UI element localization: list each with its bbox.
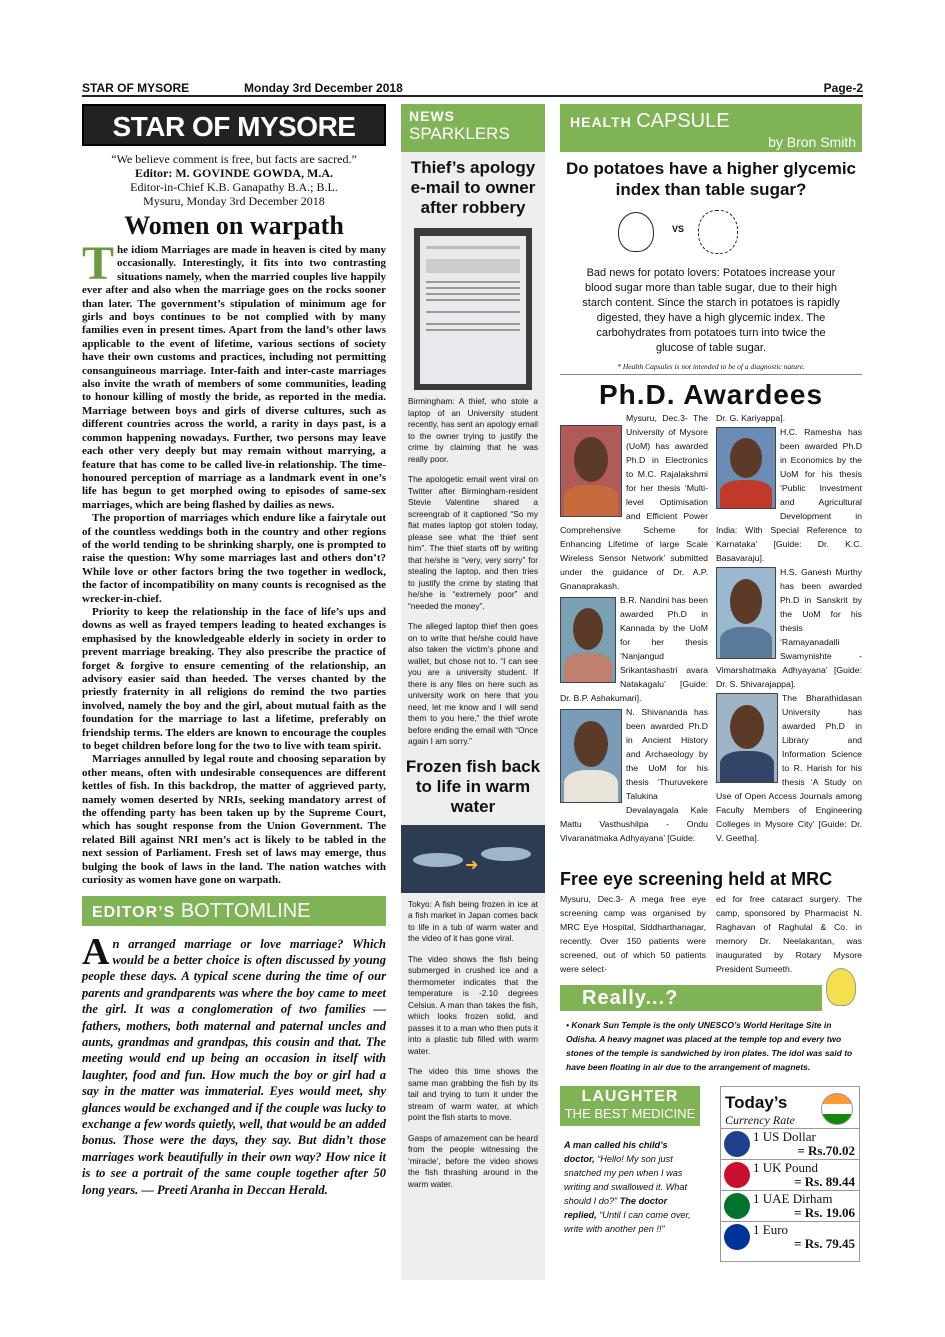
phone-screen: [420, 236, 526, 384]
joke-lead: A man called his child’s doctor,: [564, 1140, 668, 1164]
mrc-section: [560, 890, 862, 974]
rate-row: [721, 1191, 859, 1222]
photo-ramesha: [716, 427, 776, 509]
phd-para: N. Shivananda has been awarded Ph.D in Ancient History and Archaeology by the UoM for his thesis ‘Thuruvekere Talukina Devalayagala Kale Mattu Vasthushilpa - Ondu Vivaranatmaka Adhyayana’ [Guide:: [560, 707, 708, 843]
bottomline-body: [82, 930, 386, 1199]
header-page: Page-2: [823, 81, 863, 95]
rate-name: 1 UAE Dirham: [753, 1191, 833, 1206]
bottomline-text: n arranged marriage or love marriage? Which would be a better choice is often discussed by young people these days. A typical scene during the time of our parents and grandparents was where the boy came to meet the girl. It was a conglomeration of two families — fathers, mothers, both maternal and paternal uncles and aunts, grandmas and grandpas, this cousin and that. The meeting would end up being an occasion in itself with laughter, food and fun. How much the boy or girl had a say in the matter was immaterial. Eyes would meet, shy glances would be exchanged and if the couple was lucky to exchange a few words quietly, well, that would be an added bonus. Those were the days, they say. But didn’t those marriages work beautifully in their own way? How nice it is to see a portrait of the same couple together after 50 long years. — Preeti Aranha in Deccan Herald.: [82, 936, 386, 1197]
rate-value: = Rs.70.02: [797, 1143, 855, 1158]
bottomline-dropcap: A: [82, 930, 110, 973]
india-flag-icon: [821, 1093, 853, 1125]
editorial-para: Priority to keep the relationship in the face of life’s ups and downs as well as frayed tempers leading to heated exchanges is emphasised by the knowledgeable elderly in society in order to prevent marriage breaking. They also prescribe the practice of forget & forgive to ensure cementing of the relationship, an advisory easier said than heeded. The verses chanted by the priestly fraternity in all religions do remind the two parties involved, namely the boy and the girl, about mutual faith as the foundation for the marriage to last a lifetime, preferably on friendship terms. The elders are known to encourage the couples to beget children before long for the two to live with team spirit.: [82, 605, 386, 753]
story2-para: The video this time shows the same man grabbing the fish by its tail and trying to turn it under the stream of warm water, at which point the fish starts to move.: [408, 1066, 538, 1122]
lightbulb-icon: [826, 968, 856, 1006]
health-text: Bad news for potato lovers: Potatoes increase your blood sugar more than table sugar, due to their high starch content. Since the starch in potatoes is rapidly digested, they have a high glycemic index. The carbohydrates from potatoes turn into twice the glucose of table sugar.: [582, 267, 840, 354]
column-right: [560, 104, 862, 974]
phd-para: Mysuru, Dec.3- The University of Mysore (UoM) has awarded Ph.D in Electronics to M.C. Rajalakshmi for her thesis ‘Multi-level Optimisation and Efficient Power Comprehensive Scheme for Enhancing Lifetime of large Scale Wireless Sensor Network’ submitted under the guidance of Dr. A.P. Gnanaprakash.: [560, 413, 708, 591]
phd-para: Dr. G. Kariyappa].: [716, 413, 786, 423]
phd-para: B.R. Nandini has been awarded Ph.D in Kannada by the UoM for her thesis ‘Nanjangud Srikantashastri avara Natakagalu’ [Guide: Dr. B.P. Ashakumari].: [560, 595, 708, 703]
health-byline: by Bron Smith: [768, 134, 856, 150]
laughter-joke: [564, 1138, 698, 1236]
potato-illustration: [560, 206, 862, 258]
health-note: * Health Capsules is not intended to be of a diagnostic nature.: [560, 362, 862, 375]
joke-mid: The doctor replied,: [564, 1196, 668, 1220]
arrow-icon: ➜: [465, 854, 479, 874]
sparklers-band: [401, 104, 545, 152]
really-band: Really...?: [560, 985, 822, 1011]
vs-label: VS: [672, 224, 685, 234]
story2-para: Gasps of amazement can be heard from the people witnessing the ‘miracle’, before the video shows the fish thrashing around in the warm water.: [408, 1132, 538, 1189]
story2-para: Tokyo: A fish being frozen in ice at a fish market in Japan comes back to life in a tub of warm water and the video of it has gone viral.: [408, 898, 538, 943]
sparklers-band-b: SPARKLERS: [409, 124, 510, 143]
rate-row: [721, 1129, 859, 1160]
story1-para: The alleged laptop thief then goes on to write that he/she could have also taken the victim’s phone and wallet, but chose not to. “I can see you are a university student. If there is any files on here such as university work on here that you need, let me know and I will send them to you here,” the thief wrote before ending the email with “Once again I am sorry.”: [408, 621, 538, 746]
fish-shape: [413, 853, 463, 867]
photo-harish: [716, 693, 778, 783]
fish-photo: [401, 825, 545, 893]
bottomline-band-a: EDITOR’S: [92, 903, 176, 921]
photo-shivananda: [560, 709, 622, 803]
joke-answer: “Until I can come over, write with another pen !!”: [564, 1210, 691, 1234]
editorial-title: Women on warpath: [124, 211, 344, 240]
story2-headline: Frozen fish back to life in warm water: [405, 756, 541, 816]
header-paper: STAR OF MYSORE: [82, 81, 190, 95]
email-screenshot-photo: [414, 228, 532, 390]
story1-headline: Thief’s apology e-mail to owner after robbery: [410, 158, 536, 217]
health-question: Do potatoes have a higher glycemic index than table sugar?: [565, 159, 857, 199]
health-band: [560, 104, 862, 152]
story1-para: The apologetic email went viral on Twitter after Birmingham-resident Stevie Valentine shared a screengrab of it captioned “So my flat mates laptop got stolen today, please see what the thief sent him”. The thief starts off by writing that he/she is “very, very sorry” for stealing the laptop, and then tries to justify the crime by stating that he/she is “extremely poor” and “needed the money”.: [408, 474, 538, 611]
story2-para: The video shows the fish being submerged in crushed ice and a thermometer indicates that the temperature is -2.10 degrees Celsius. A man than takes the fish, which looks frozen solid, and passes it to a man who then puts it into a plastic tub filled with warm water.: [408, 953, 538, 1056]
phd-section: [560, 411, 862, 865]
uae-flag-icon: [724, 1193, 750, 1219]
rate-name: 1 Euro: [753, 1222, 789, 1237]
rate-title: Today’s: [725, 1093, 788, 1112]
column-editorial: [82, 104, 386, 1198]
rate-name: 1 UK Pound: [753, 1160, 819, 1175]
rate-heading: [721, 1087, 859, 1129]
rate-value: = Rs. 19.06: [794, 1205, 855, 1220]
masthead-editor: Editor: M. GOVINDE GOWDA, M.A.: [135, 166, 333, 180]
story1-para: Birmingham: A thief, who stole a laptop of an University student recently, has sent an apology email to the owner trying to justify the crime by claiming that he was really poor.: [408, 396, 538, 464]
phd-left-text: [560, 411, 708, 845]
masthead-logo: STAR OF MYSORE: [82, 104, 386, 146]
masthead-motto: “We believe comment is free, but facts are sacred.”: [111, 152, 357, 166]
mrc-left: Mysuru, Dec.3- A mega free eye screening camp was organised by MRC Eye Hospital, Siddharthanagar, recently. Over 150 patients were screened, out of which 50 patients were select-: [560, 894, 706, 974]
masthead-info: [82, 152, 386, 208]
bullet-icon: •: [566, 1020, 572, 1030]
rate-subtitle: Currency Rate: [725, 1113, 795, 1127]
rate-row: [721, 1160, 859, 1191]
really-text: [566, 1018, 862, 1074]
laughter-band: [560, 1086, 700, 1126]
photo-ganesh-murthy: [716, 567, 776, 659]
fish-shape: [481, 847, 531, 861]
editorial-body: [82, 237, 386, 888]
story2-body: [401, 899, 545, 1191]
header-date: Monday 3rd December 2018: [244, 81, 403, 95]
laughter-band-a: LAUGHTER: [581, 1088, 679, 1105]
bottomline-band-b: BOTTOMLINE: [180, 899, 311, 922]
mrc-title: Free eye screening held at MRC: [560, 869, 833, 889]
photo-nandini: [560, 597, 616, 683]
eu-flag-icon: [724, 1224, 750, 1250]
uk-flag-icon: [724, 1162, 750, 1188]
health-band-b: CAPSULE: [636, 110, 730, 132]
phd-para: H.S. Ganesh Murthy has been awarded Ph.D in Sanskrit by the UoM for his thesis ‘Ramayanadalli Swamynishte - Vimarshatmaka Adhyayana’ [Guide: Dr. S. Shivarajappa].: [716, 567, 862, 689]
health-band-a: HEALTH: [570, 114, 632, 130]
bottomline-band: [82, 896, 386, 926]
photo-rajalakshmi: [560, 425, 622, 517]
editorial-dropcap: T: [82, 237, 115, 290]
sugar-cartoon-icon: [698, 210, 738, 254]
phd-title: Ph.D. Awardees: [598, 379, 824, 410]
currency-rate-box: [720, 1086, 860, 1262]
editorial-para: Marriages annulled by legal route and choosing separation by other means, often with undesirable consequences are different kettles of fish. In this backdrop, the matter of aggrieved party, namely women deserted by NRIs, seeking mandatory arrest of the offending party has been taken up by the Supreme Court, which has sought response from the Union Government. The related Bill against NRI men’s act is likely to be tabled in the next session of Parliament. Fresh set of laws may emerge, thus bulging the book of laws in the land. The nation watches with curiosity as women have gone on warpath.: [82, 753, 386, 887]
rate-value: = Rs. 79.45: [794, 1236, 855, 1251]
mrc-right: ed for free cataract surgery. The camp, sponsored by Pharmacist N. Raghavan of Raghulal & Co. in memory Dr. Neelakantan, was inaugurated by Rotary Mysore President Sumeeth.: [716, 894, 862, 974]
laughter-band-b: THE BEST MEDICINE: [564, 1106, 696, 1121]
masthead-chief: Editor-in-Chief K.B. Ganapathy B.A.; B.L.: [130, 180, 338, 194]
phd-para: The Bharathidasan University has awarded Ph.D in Library and Information Science to R. Harish for his thesis ‘A Study on Use of Open Access Journals among Faculty Members of Engineering Colleges in Mysore City’ [Guide: Dr. V. Geetha].: [716, 693, 862, 843]
phd-para: H.C. Ramesha has been awarded Ph.D in Economics by the UoM for his thesis ‘Public Investment and Agricultural Development in India: With Special Reference to Karnataka’ [Guide: Dr. K.C. Basavaraju].: [716, 427, 862, 563]
rate-name: 1 US Dollar: [753, 1129, 816, 1144]
masthead-place: Mysuru, Monday 3rd December 2018: [143, 194, 325, 208]
editorial-para: he idiom Marriages are made in heaven is cited by many occasionally. Interestingly, it fits into two contrasting situations namely, when the married couples live happily ever after and also when the marriage goes on the rocks sooner than later. The government’s stipulation of minimum age for girls and boys continues to be not complied with by many families even in present times. Apart from the land’s other laws applicable to the event of lifetime, various sections of society have their own customs and practices, including not permitting consanguineous marriage. Inter-faith and inter-caste marriages also invite the wrath of members of some communities, leading to honour killing of mostly the bride, as reported in the media. Marriage between boys and girls of diverse cultures, such as different countries across the world, a rarity in days past, is a common happening nowadays. Further, two persons may leave each other very deeply but may remain without marrying, a feature that has come to be called live-in relationship. The time-honoured perception of marriage as a landmark event in one’s life has begun to get morphed owing to episodes of same-sex marriages, which are being flashed by dailies as news.: [82, 244, 386, 511]
story1-body: [401, 396, 545, 748]
rate-row: [721, 1222, 859, 1253]
page-header: [82, 79, 863, 97]
potato-cartoon-icon: [618, 212, 654, 252]
sparklers-band-a: NEWS: [409, 108, 455, 124]
column-sparklers: [401, 104, 545, 1280]
rate-value: = Rs. 89.44: [794, 1174, 855, 1189]
us-flag-icon: [724, 1131, 750, 1157]
editorial-para: The proportion of marriages which endure like a fairytale out of the countless weddings both in the country and other regions of the world tending to be shrinking sharply, one is prompted to raise the question: Why some marriages last and others don’t? While love or other factors bring the two together in wedlock, the factor of incompatibility on many counts is recognised as the wrecker-in-chief.: [82, 512, 386, 605]
phd-right-text: [716, 411, 862, 845]
joke-question: “Hello! My son just snatched my pen when I was writing and swallowed it. What should I do?”: [564, 1154, 688, 1206]
really-body: Konark Sun Temple is the only UNESCO’s World Heritage Site in Odisha. A heavy magnet was placed at the temple top and every two stones of the temple is sandwiched by iron plates. The idol was said to have been floating in air due to the arrangement of magnets.: [566, 1020, 853, 1072]
